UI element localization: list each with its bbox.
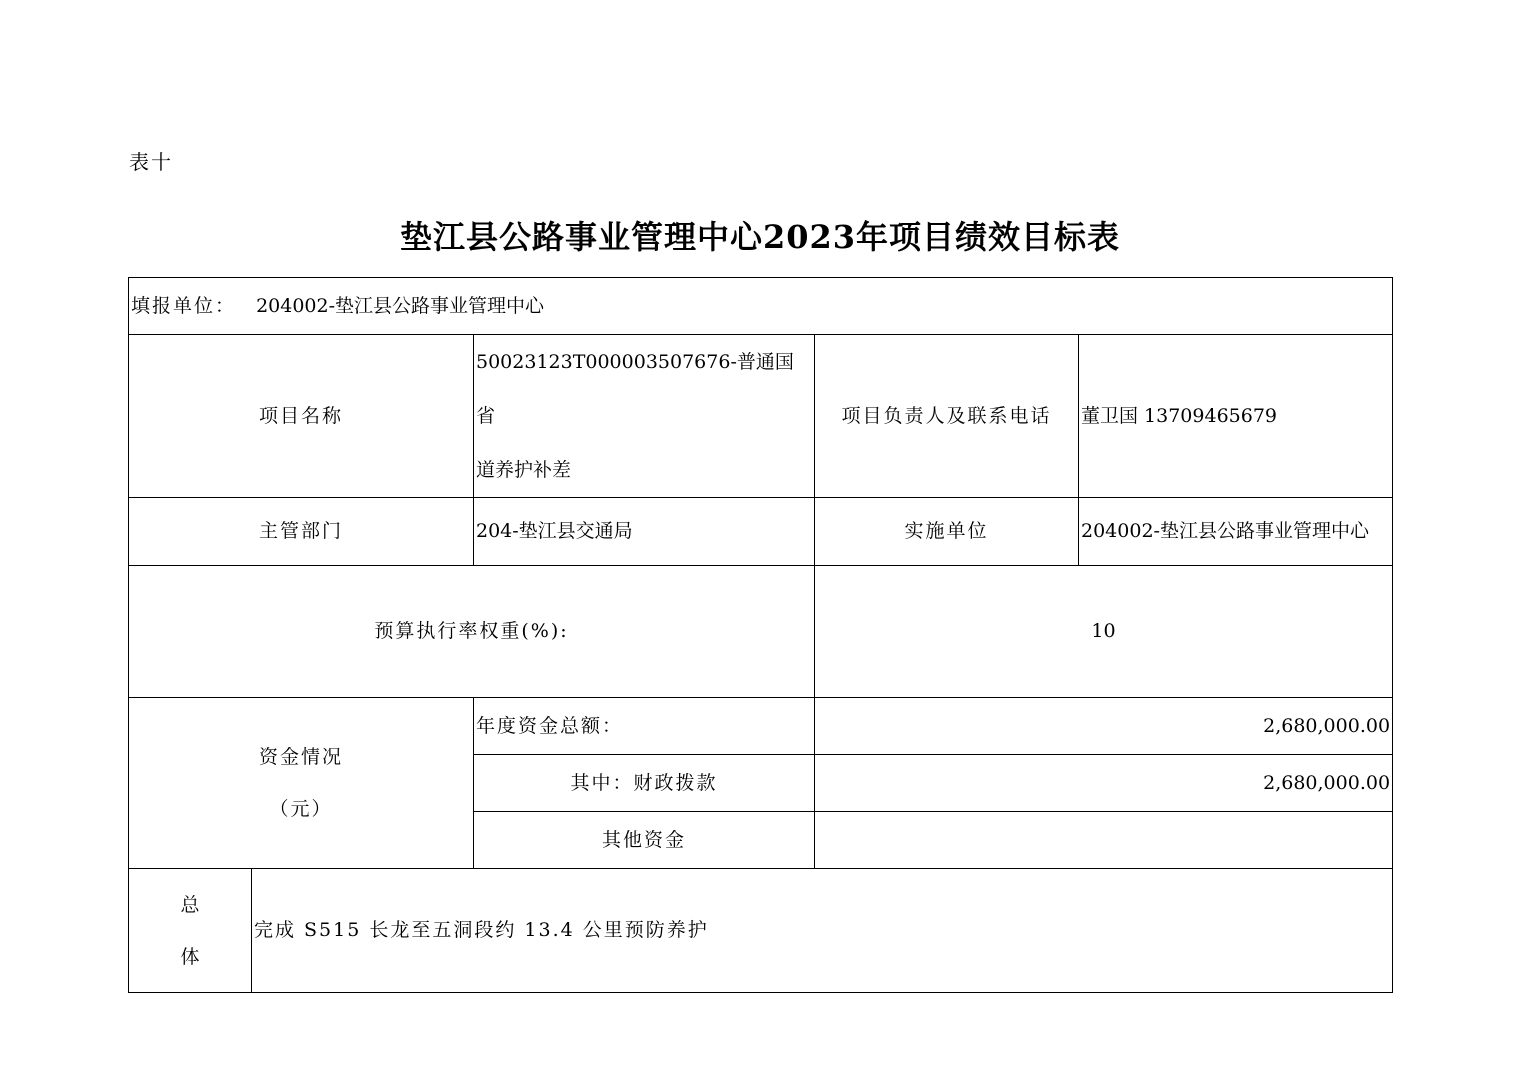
fiscal-value: 2,680,000.00 [815, 755, 1393, 812]
other-funds-label: 其他资金 [474, 812, 815, 869]
overall-label-cell [129, 869, 252, 993]
impl-unit-label: 实施单位 [815, 498, 1079, 566]
funds-label-cell [129, 698, 474, 869]
funds-label-line2: （元） [269, 798, 333, 820]
fill-unit-label: 填报单位： [131, 294, 237, 317]
annual-total-row [129, 698, 1393, 755]
document-title: 垫江县公路事业管理中心2023年项目绩效目标表 [399, 218, 1121, 256]
dept-label: 主管部门 [129, 498, 474, 566]
dept-value: 204-垫江县交通局 [474, 498, 815, 566]
impl-unit-value: 204002-垫江县公路事业管理中心 [1079, 498, 1393, 566]
project-name-row [129, 335, 1393, 498]
fill-unit-row [129, 278, 1393, 335]
fiscal-label: 其中：财政拨款 [474, 755, 815, 812]
table-label: 表十 [129, 150, 173, 174]
contact-value: 董卫国 13709465679 [1079, 335, 1393, 498]
performance-target-table [128, 277, 1393, 993]
project-name-line1: 50023123T000003507676-普通国省 [476, 351, 794, 427]
annual-total-label: 年度资金总额： [474, 698, 815, 755]
overall-target-value: 完成 S515 长龙至五洞段约 13.4 公里预防养护 [252, 869, 1393, 993]
overall-target-row [129, 869, 1393, 993]
project-name-label: 项目名称 [129, 335, 474, 498]
project-name-cell [474, 335, 815, 498]
fill-unit-cell [129, 278, 1393, 335]
overall-label-char1: 总 [180, 893, 200, 916]
budget-weight-label: 预算执行率权重(%): [129, 566, 815, 698]
budget-weight-value: 10 [815, 566, 1393, 698]
fill-unit-value: 204002-垫江县公路事业管理中心 [256, 294, 545, 317]
dept-row [129, 498, 1393, 566]
project-name-line2: 道养护补差 [476, 459, 572, 481]
funds-label-line1: 资金情况 [258, 746, 343, 768]
annual-total-value: 2,680,000.00 [815, 698, 1393, 755]
other-funds-value [815, 812, 1393, 869]
overall-label-char2: 体 [180, 945, 200, 968]
budget-weight-row [129, 566, 1393, 698]
contact-label: 项目负责人及联系电话 [815, 335, 1079, 498]
